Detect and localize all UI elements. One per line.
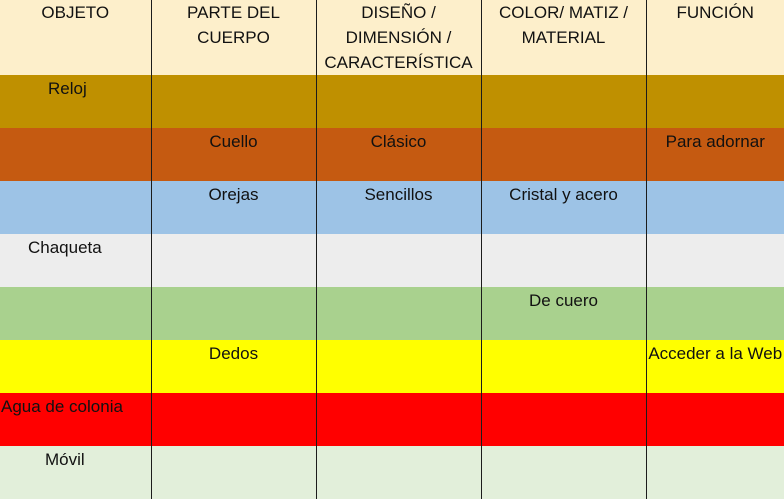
cell-parte[interactable] — [151, 75, 316, 128]
cell-funcion[interactable] — [646, 393, 784, 446]
cell-text: Reloj — [48, 79, 87, 98]
table-row — [0, 181, 784, 234]
cell-funcion[interactable] — [646, 234, 784, 287]
cell-objeto[interactable] — [0, 75, 151, 128]
table-row — [0, 340, 784, 393]
cell-funcion[interactable] — [646, 75, 784, 128]
header-color: COLOR/ MATIZ / MATERIAL — [481, 0, 646, 75]
cell-funcion[interactable] — [646, 287, 784, 340]
cell-parte[interactable] — [151, 393, 316, 446]
cell-color[interactable] — [481, 393, 646, 446]
cell-diseno[interactable] — [316, 234, 481, 287]
cell-color[interactable]: Cristal y acero — [481, 181, 646, 234]
cell-objeto[interactable] — [0, 287, 151, 340]
cell-color[interactable] — [481, 446, 646, 499]
cell-text: Agua de colonia — [1, 397, 123, 416]
cell-diseno[interactable] — [316, 446, 481, 499]
cell-parte[interactable] — [151, 446, 316, 499]
cell-objeto[interactable] — [0, 393, 151, 446]
cell-text: Móvil — [45, 450, 85, 469]
cell-parte[interactable]: Dedos — [151, 340, 316, 393]
header-funcion: FUNCIÓN — [646, 0, 784, 75]
cell-objeto[interactable] — [0, 340, 151, 393]
cell-color[interactable] — [481, 234, 646, 287]
cell-diseno[interactable] — [316, 75, 481, 128]
table-row — [0, 393, 784, 446]
cell-funcion[interactable] — [646, 446, 784, 499]
table-row — [0, 128, 784, 181]
cell-color[interactable]: De cuero — [481, 287, 646, 340]
header-parte-del-cuerpo: PARTE DEL CUERPO — [151, 0, 316, 75]
table-row — [0, 234, 784, 287]
cell-diseno[interactable] — [316, 340, 481, 393]
cell-text: Chaqueta — [28, 238, 102, 257]
cell-diseno[interactable]: Sencillos — [316, 181, 481, 234]
header-diseno: DISEÑO / DIMENSIÓN / CARACTERÍSTICA — [316, 0, 481, 75]
cell-color[interactable] — [481, 128, 646, 181]
table-row — [0, 446, 784, 499]
cell-funcion[interactable]: Acceder a la Web — [646, 340, 784, 393]
header-row — [0, 0, 784, 75]
cell-objeto[interactable] — [0, 128, 151, 181]
table-row — [0, 287, 784, 340]
cell-objeto[interactable] — [0, 446, 151, 499]
cell-parte[interactable] — [151, 234, 316, 287]
cell-color[interactable] — [481, 340, 646, 393]
cell-funcion[interactable]: Para adornar — [646, 128, 784, 181]
cell-objeto[interactable] — [0, 181, 151, 234]
header-objeto: OBJETO — [0, 0, 151, 75]
cell-objeto[interactable] — [0, 234, 151, 287]
table-row — [0, 75, 784, 128]
cell-diseno[interactable]: Clásico — [316, 128, 481, 181]
cell-diseno[interactable] — [316, 287, 481, 340]
cell-parte[interactable]: Cuello — [151, 128, 316, 181]
cell-parte[interactable]: Orejas — [151, 181, 316, 234]
cell-color[interactable] — [481, 75, 646, 128]
cell-funcion[interactable] — [646, 181, 784, 234]
cell-diseno[interactable] — [316, 393, 481, 446]
cell-parte[interactable] — [151, 287, 316, 340]
